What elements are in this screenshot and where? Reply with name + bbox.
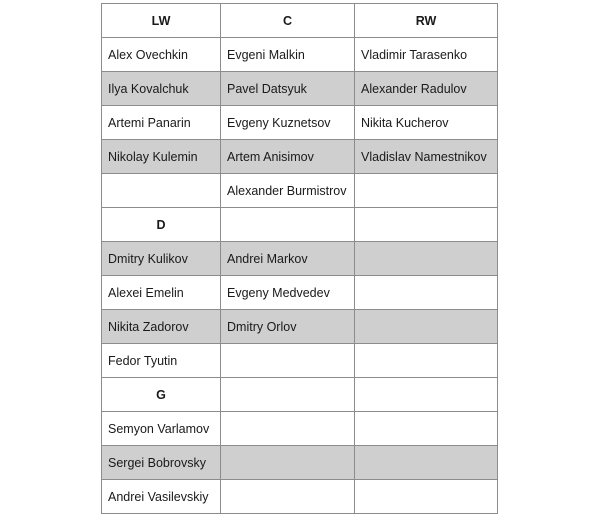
player-cell: Alex Ovechkin [102, 38, 221, 72]
player-cell [102, 174, 221, 208]
player-cell [221, 344, 355, 378]
player-cell [355, 174, 498, 208]
table-row [102, 344, 498, 378]
player-cell: Artemi Panarin [102, 106, 221, 140]
roster-table [101, 3, 498, 514]
roster-header [102, 4, 498, 38]
player-cell: Evgeny Kuznetsov [221, 106, 355, 140]
player-cell: Artem Anisimov [221, 140, 355, 174]
table-row [102, 106, 498, 140]
player-cell: Dmitry Orlov [221, 310, 355, 344]
table-row [102, 412, 498, 446]
table-row [102, 276, 498, 310]
player-cell [355, 276, 498, 310]
player-cell [355, 378, 498, 412]
player-cell: Ilya Kovalchuk [102, 72, 221, 106]
table-row [102, 310, 498, 344]
player-cell [355, 446, 498, 480]
section-header-cell: D [102, 208, 221, 242]
player-cell [355, 480, 498, 514]
column-header-c: C [221, 4, 355, 38]
header-row [102, 4, 498, 38]
table-row [102, 38, 498, 72]
table-row [102, 140, 498, 174]
player-cell: Sergei Bobrovsky [102, 446, 221, 480]
table-row [102, 242, 498, 276]
player-cell: Evgeny Medvedev [221, 276, 355, 310]
player-cell [221, 412, 355, 446]
player-cell [221, 378, 355, 412]
table-row [102, 446, 498, 480]
player-cell [355, 310, 498, 344]
player-cell: Nikita Kucherov [355, 106, 498, 140]
player-cell: Evgeni Malkin [221, 38, 355, 72]
table-row [102, 480, 498, 514]
column-header-lw: LW [102, 4, 221, 38]
player-cell [355, 412, 498, 446]
player-cell: Alexander Radulov [355, 72, 498, 106]
table-row [102, 72, 498, 106]
section-header-cell: G [102, 378, 221, 412]
player-cell: Fedor Tyutin [102, 344, 221, 378]
player-cell [221, 480, 355, 514]
player-cell: Alexander Burmistrov [221, 174, 355, 208]
table-row [102, 174, 498, 208]
player-cell [355, 242, 498, 276]
player-cell: Vladislav Namestnikov [355, 140, 498, 174]
player-cell: Nikolay Kulemin [102, 140, 221, 174]
player-cell: Vladimir Tarasenko [355, 38, 498, 72]
player-cell: Dmitry Kulikov [102, 242, 221, 276]
player-cell: Semyon Varlamov [102, 412, 221, 446]
player-cell: Nikita Zadorov [102, 310, 221, 344]
player-cell: Pavel Datsyuk [221, 72, 355, 106]
table-row [102, 208, 498, 242]
player-cell [355, 344, 498, 378]
player-cell: Andrei Markov [221, 242, 355, 276]
player-cell [221, 446, 355, 480]
roster-body [102, 38, 498, 514]
column-header-rw: RW [355, 4, 498, 38]
player-cell [355, 208, 498, 242]
player-cell: Alexei Emelin [102, 276, 221, 310]
table-row [102, 378, 498, 412]
player-cell [221, 208, 355, 242]
player-cell: Andrei Vasilevskiy [102, 480, 221, 514]
